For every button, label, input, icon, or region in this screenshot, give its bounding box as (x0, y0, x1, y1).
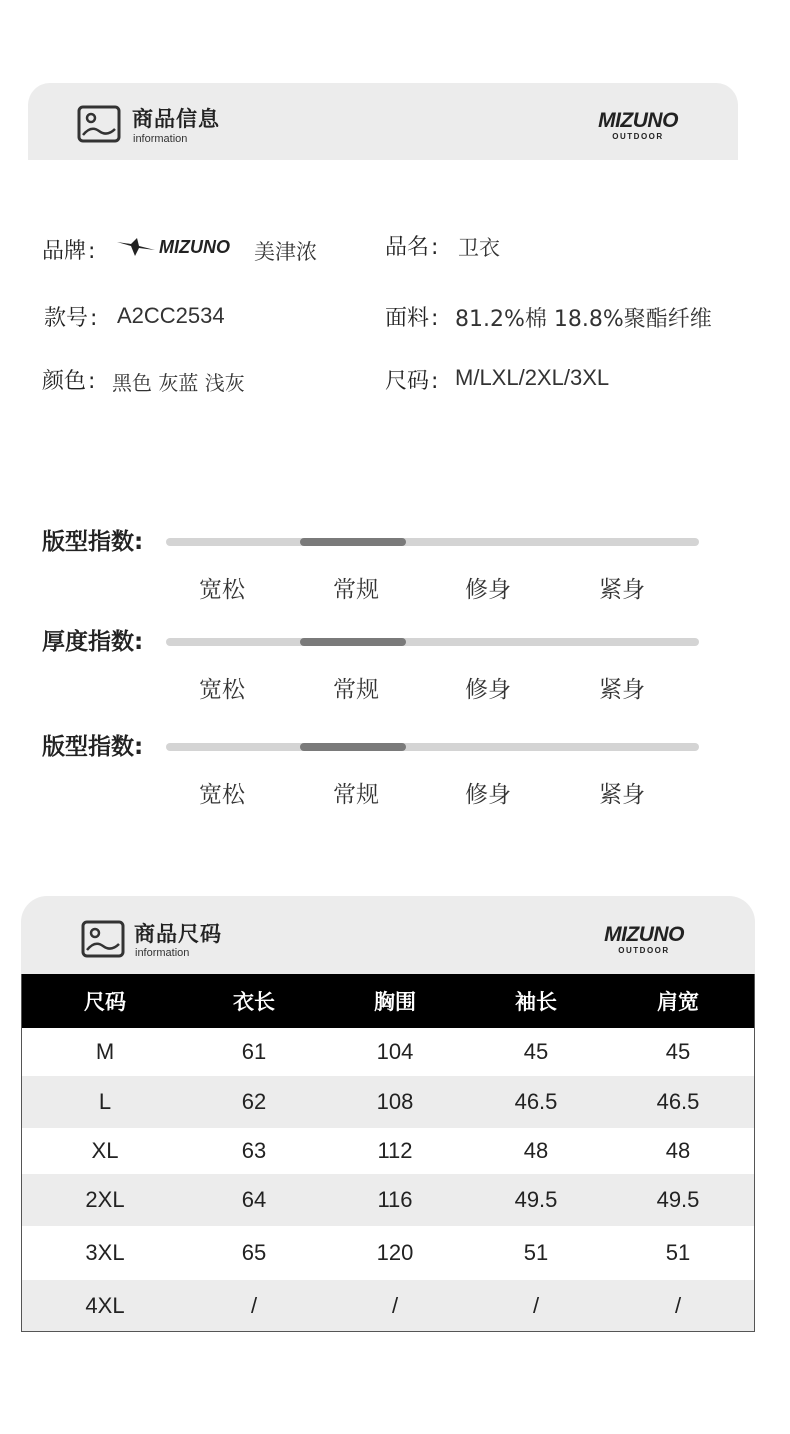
index-option: 修身 (465, 577, 511, 603)
brand-logo: MIZUNO OUTDOOR (604, 923, 684, 955)
index-label: 厚度指数: (42, 629, 144, 655)
index-track (166, 638, 699, 646)
table-cell: 4XL (85, 1292, 125, 1318)
table-header-row (22, 974, 754, 1028)
brand-inline-logo (115, 236, 243, 262)
image-icon (81, 920, 125, 962)
info-section-subtitle: information (133, 133, 188, 145)
index-indicator (300, 743, 406, 751)
table-cell: 49.5 (656, 1187, 700, 1212)
table-cell: / (250, 1292, 258, 1318)
table-cell: 61 (241, 1039, 267, 1064)
table-cell: 104 (376, 1039, 414, 1064)
index-option: 常规 (333, 577, 379, 603)
table-header-cell: 肩宽 (657, 990, 699, 1014)
svg-text:MIZUNO: MIZUNO (159, 237, 230, 257)
table-row (22, 1128, 754, 1174)
index-label: 版型指数: (42, 529, 144, 555)
table-cell: 45 (523, 1039, 549, 1064)
table-cell: 48 (665, 1138, 691, 1163)
style-value: A2CC2534 (117, 303, 225, 328)
color-value: 黑色 灰蓝 浅灰 (112, 371, 245, 395)
name-label: 品名: (385, 235, 439, 260)
table-cell: 64 (241, 1187, 267, 1212)
index-option: 紧身 (599, 782, 645, 808)
style-label: 款号: (44, 306, 98, 331)
table-header-cell: 胸围 (374, 990, 416, 1014)
table-header-cell: 尺码 (84, 990, 126, 1014)
info-section-title: 商品信息 (132, 107, 220, 131)
brand-logo: MIZUNO OUTDOOR (598, 109, 678, 141)
table-cell: 51 (665, 1240, 691, 1265)
size-section-title: 商品尺码 (134, 922, 222, 946)
index-option: 宽松 (199, 677, 245, 703)
size-section-header (21, 896, 755, 976)
index-indicator (300, 638, 406, 646)
table-cell: / (532, 1292, 540, 1318)
index-indicator (300, 538, 406, 546)
table-row (22, 1174, 754, 1226)
name-value: 卫衣 (458, 236, 500, 260)
index-track (166, 743, 699, 751)
index-option: 常规 (333, 677, 379, 703)
index-option: 修身 (465, 677, 511, 703)
table-cell: 62 (241, 1089, 267, 1114)
index-option: 修身 (465, 782, 511, 808)
table-header-cell: 袖长 (515, 990, 557, 1014)
table-cell: 116 (377, 1187, 413, 1212)
size-section-subtitle: information (135, 947, 190, 959)
table-cell: 120 (376, 1240, 414, 1265)
table-cell: M (95, 1039, 115, 1064)
table-cell: 65 (241, 1240, 267, 1265)
table-cell: 48 (523, 1138, 549, 1163)
color-label: 颜色: (42, 369, 96, 394)
table-row (22, 1076, 754, 1128)
table-row (22, 1226, 754, 1280)
size-table (21, 974, 755, 1332)
index-track (166, 538, 699, 546)
image-icon (77, 105, 121, 147)
table-cell: XL (91, 1138, 119, 1163)
table-cell: 46.5 (514, 1089, 558, 1114)
table-cell: L (98, 1089, 112, 1114)
table-cell: 46.5 (656, 1089, 700, 1114)
brand-value: 美津浓 (254, 240, 317, 264)
table-cell: 63 (241, 1138, 267, 1163)
table-cell: 2XL (85, 1187, 125, 1212)
size-label: 尺码: (385, 369, 439, 394)
table-cell: 108 (376, 1089, 414, 1114)
index-option: 紧身 (599, 577, 645, 603)
index-option: 宽松 (199, 577, 245, 603)
table-cell: 45 (665, 1039, 691, 1064)
table-cell: / (391, 1292, 399, 1318)
fabric-label: 面料: (385, 306, 439, 331)
table-cell: 112 (377, 1138, 413, 1163)
table-header-cell: 衣长 (233, 990, 275, 1014)
table-cell: 3XL (85, 1240, 125, 1265)
brand-label: 品牌: (42, 239, 96, 264)
table-cell: 51 (523, 1240, 549, 1265)
index-option: 宽松 (199, 782, 245, 808)
fabric-value: 81.2%棉 18.8%聚酯纤维 (455, 307, 712, 332)
index-option: 紧身 (599, 677, 645, 703)
info-section-header (28, 83, 738, 160)
table-row (22, 1028, 754, 1076)
table-cell: 49.5 (514, 1187, 558, 1212)
size-value: M/LXL/2XL/3XL (455, 365, 610, 390)
index-label: 版型指数: (42, 734, 144, 760)
index-option: 常规 (333, 782, 379, 808)
table-row (22, 1280, 754, 1331)
table-cell: / (674, 1292, 682, 1318)
